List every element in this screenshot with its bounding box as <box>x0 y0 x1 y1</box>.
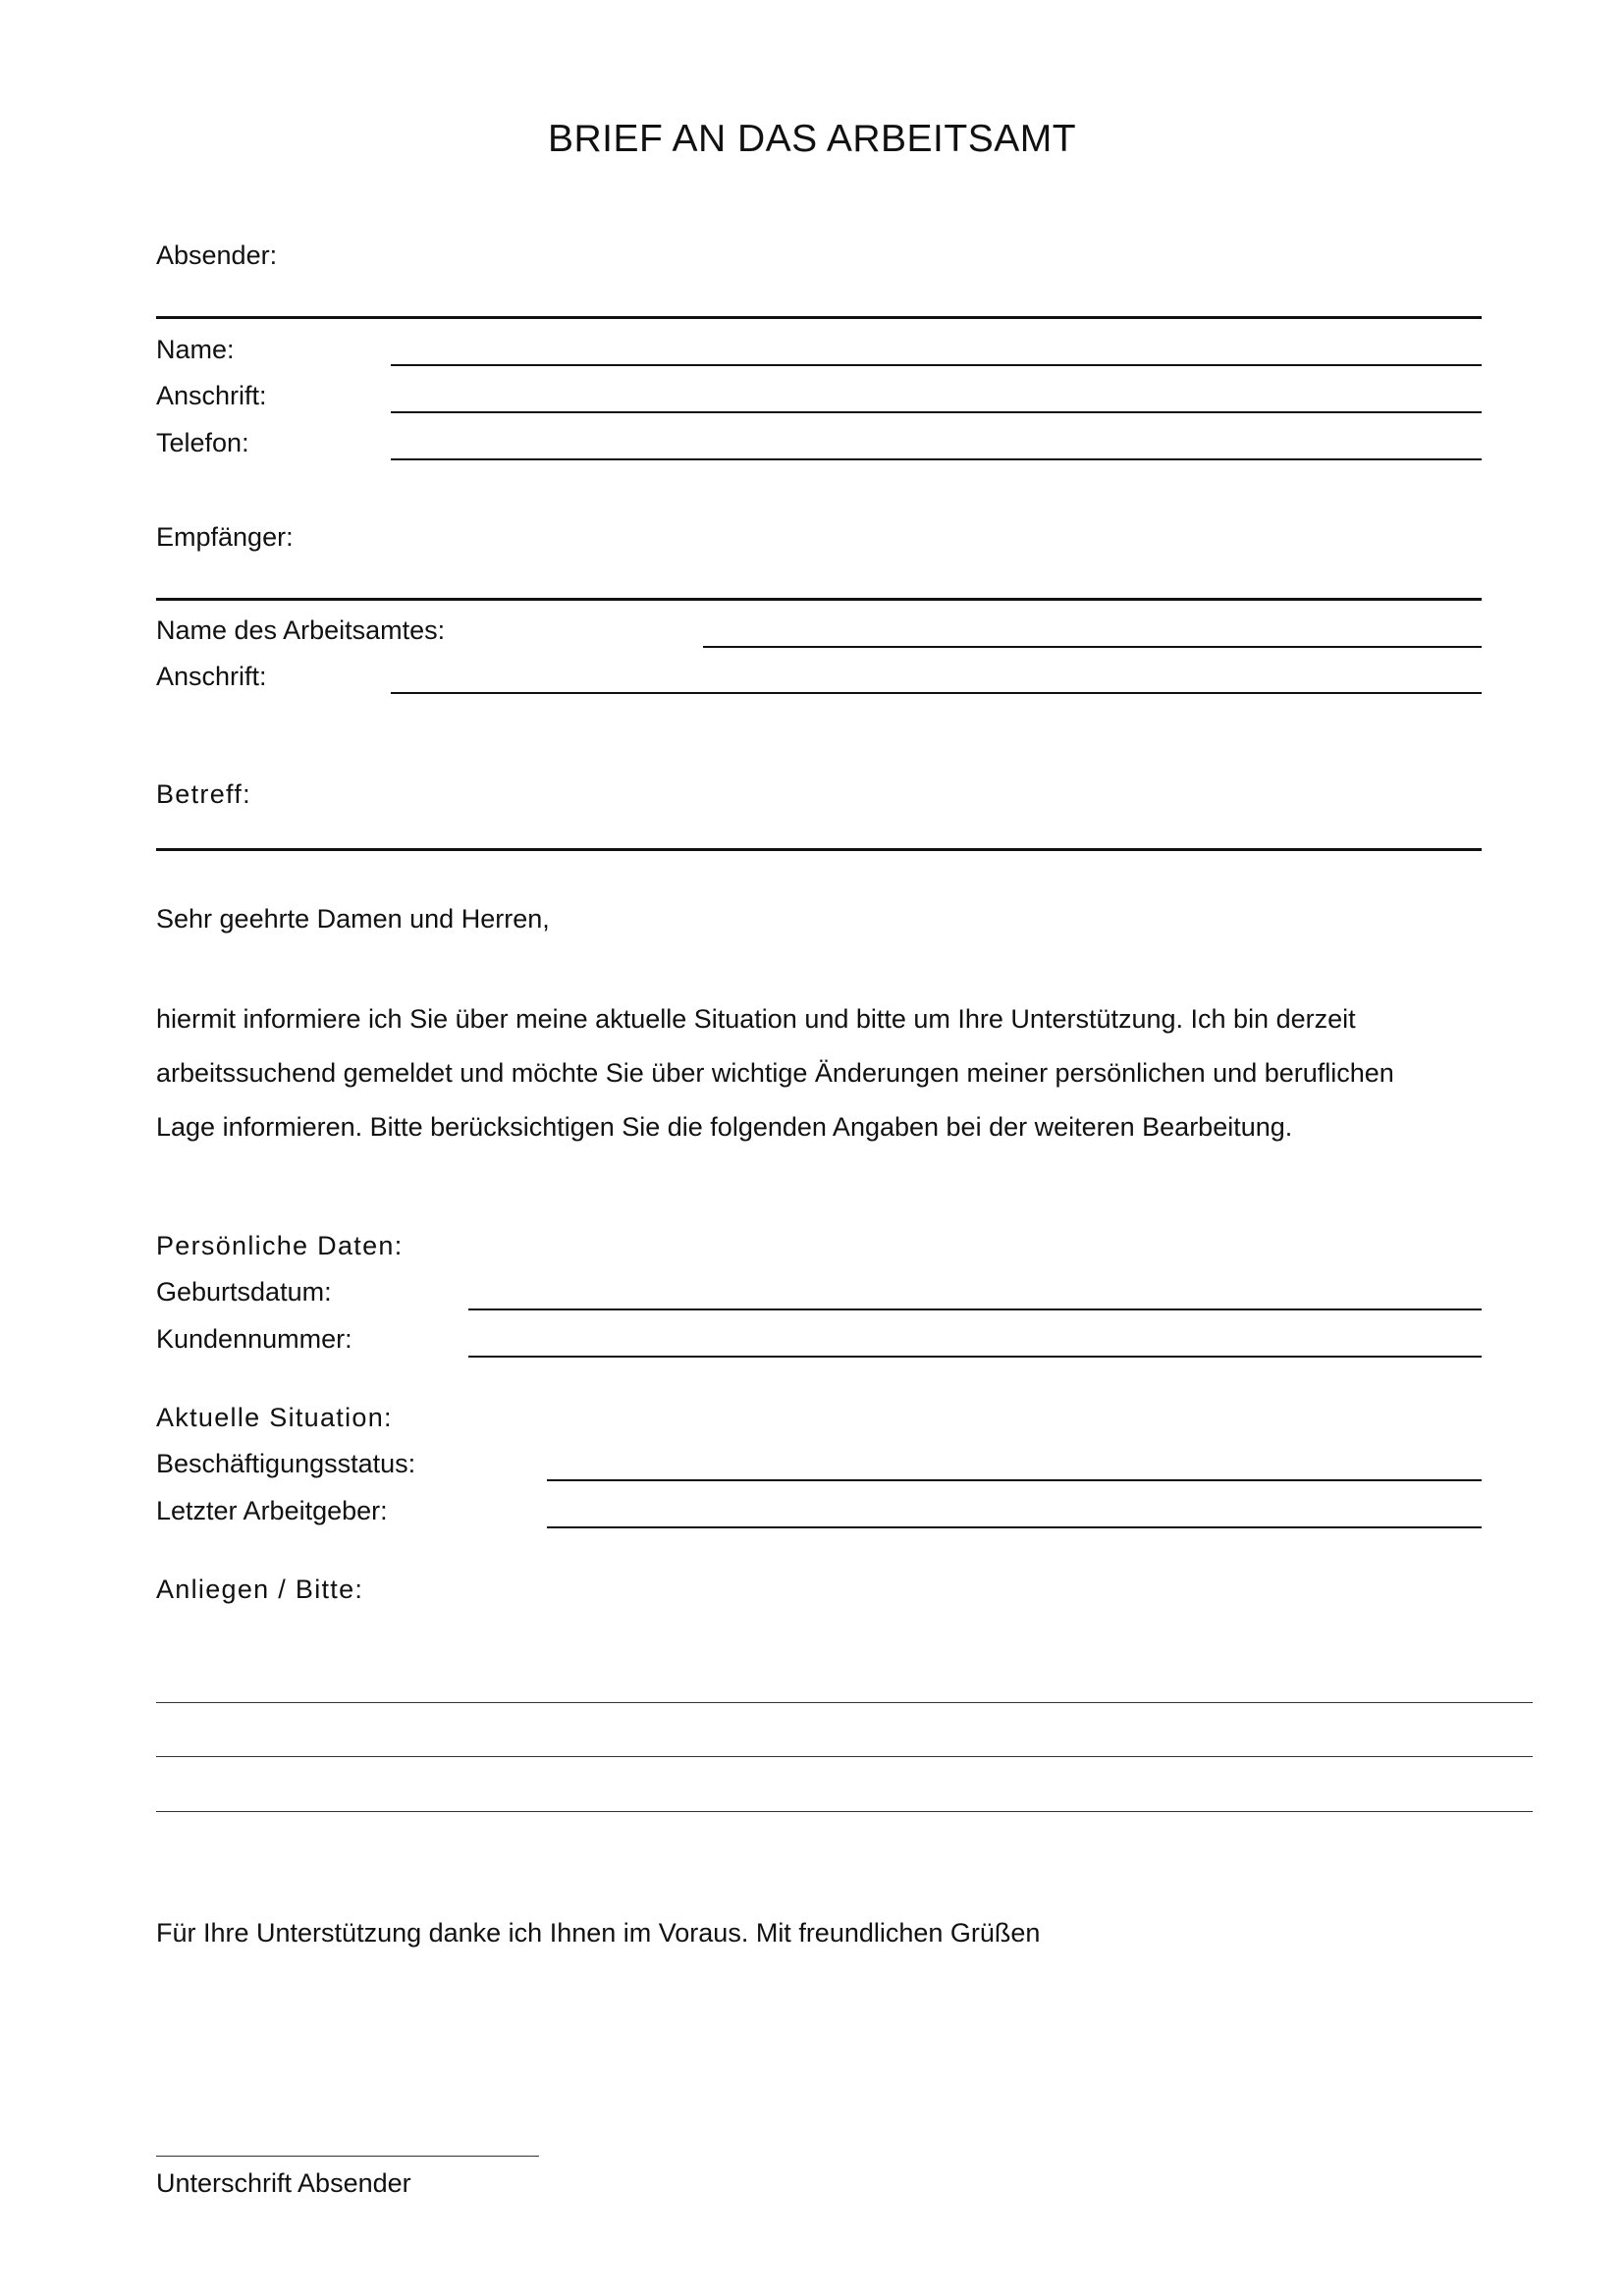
recipient-line[interactable] <box>156 598 1482 601</box>
sender-phone-field[interactable] <box>391 458 1482 460</box>
last-employer-label: Letzter Arbeitgeber: <box>156 1496 388 1525</box>
birthdate-field[interactable] <box>468 1308 1482 1310</box>
recipient-address-label: Anschrift: <box>156 662 267 691</box>
sender-address-label: Anschrift: <box>156 381 267 410</box>
page-title: BRIEF AN DAS ARBEITSAMT <box>547 118 1077 160</box>
signature-label: Unterschrift Absender <box>156 2168 411 2198</box>
sender-line[interactable] <box>156 316 1482 319</box>
body-line: arbeitssuchend gemeldet und möchte Sie über wichtige Änderungen meiner persönlichen und beruflichen <box>156 1058 1394 1088</box>
recipient-office-field[interactable] <box>703 646 1482 648</box>
subject-field[interactable] <box>156 848 1482 851</box>
sender-name-field[interactable] <box>391 364 1482 366</box>
body-line: Lage informieren. Bitte berücksichtigen Sie die folgenden Angaben bei der weiteren Bearbeitung. <box>156 1112 1293 1142</box>
last-employer-field[interactable] <box>547 1526 1482 1528</box>
sender-phone-label: Telefon: <box>156 428 249 457</box>
request-line[interactable] <box>156 1702 1533 1703</box>
sender-heading: Absender: <box>156 240 278 270</box>
recipient-heading: Empfänger: <box>156 522 294 552</box>
recipient-office-label: Name des Arbeitsamtes: <box>156 615 446 645</box>
body-line: hiermit informiere ich Sie über meine aktuelle Situation und bitte um Ihre Unterstützung. Ich bin derzeit <box>156 1004 1356 1034</box>
birthdate-label: Geburtsdatum: <box>156 1277 332 1307</box>
customer-number-label: Kundennummer: <box>156 1324 352 1354</box>
employment-status-field[interactable] <box>547 1479 1482 1481</box>
closing: Für Ihre Unterstützung danke ich Ihnen im Voraus. Mit freundlichen Grüßen <box>156 1918 1041 1948</box>
salutation: Sehr geehrte Damen und Herren, <box>156 904 550 934</box>
request-line[interactable] <box>156 1811 1533 1812</box>
request-heading: Anliegen / Bitte: <box>156 1575 364 1604</box>
sender-name-label: Name: <box>156 335 235 364</box>
subject-heading: Betreff: <box>156 779 251 809</box>
sender-address-field[interactable] <box>391 411 1482 413</box>
customer-number-field[interactable] <box>468 1356 1482 1358</box>
recipient-address-field[interactable] <box>391 692 1482 694</box>
employment-status-label: Beschäftigungsstatus: <box>156 1449 416 1478</box>
request-line[interactable] <box>156 1756 1533 1757</box>
signature-line[interactable] <box>156 2156 539 2157</box>
situation-heading: Aktuelle Situation: <box>156 1403 393 1432</box>
personal-heading: Persönliche Daten: <box>156 1231 404 1260</box>
